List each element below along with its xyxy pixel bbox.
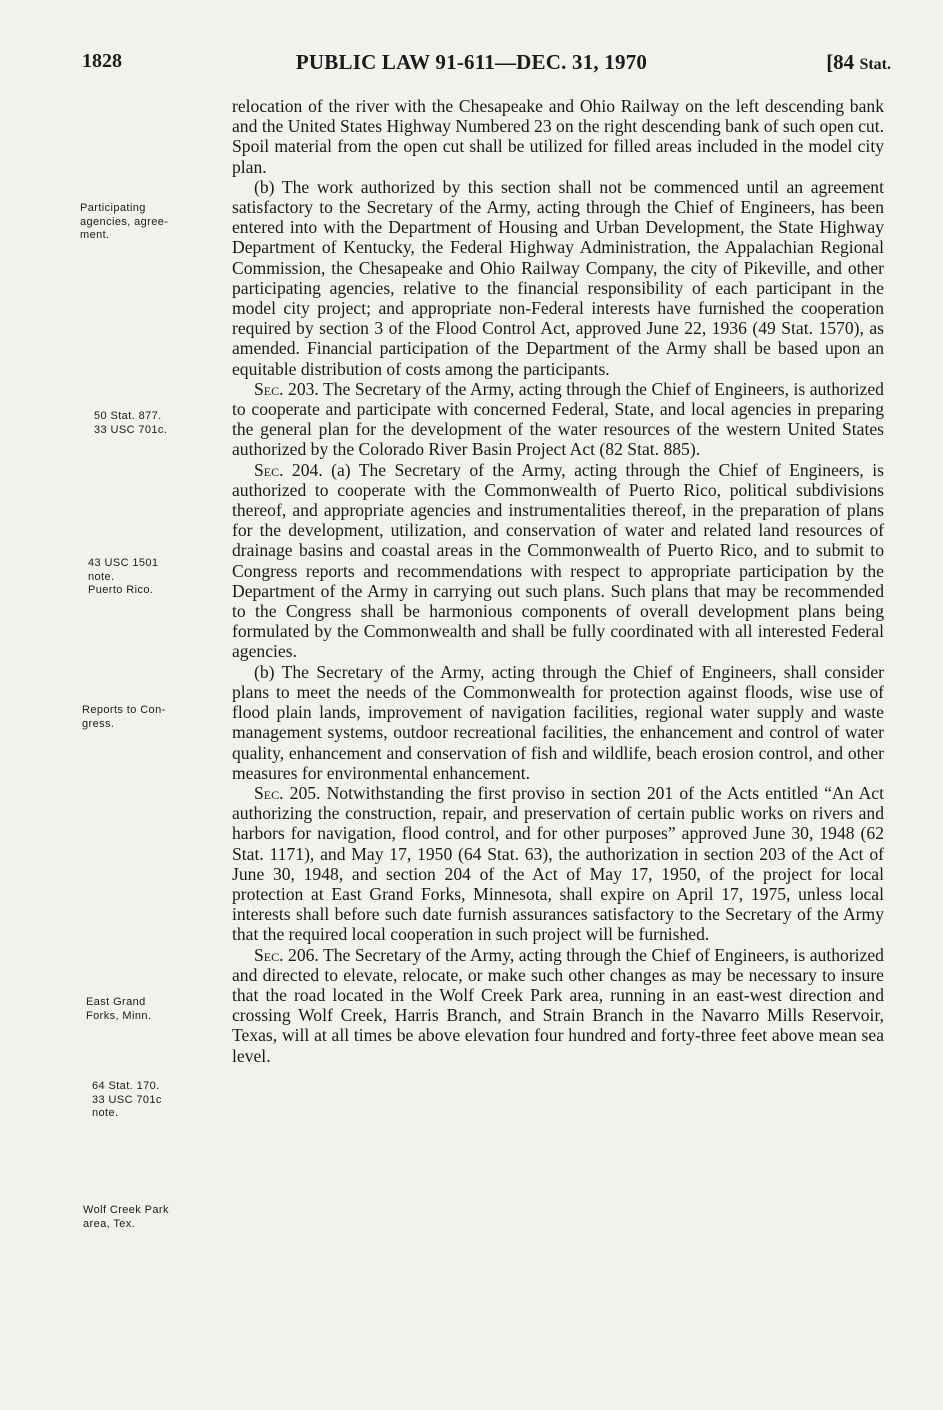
paragraph-text: The Secretary of the Army, acting through the Chief of Engineers, is authorized to cooperate and participate with concerned Federal, State, and local agencies in preparing the general plan for the development of the water resources of the western United States authorized by the Colorado River Basin Project Act (82 Stat. 885). — [232, 378, 884, 460]
margin-note-line: ment. — [80, 229, 110, 241]
paragraph — [232, 177, 884, 379]
paragraph-text: (b) The Secretary of the Army, acting through the Chief of Engineers, shall consider plans to meet the needs of the Commonwealth for protection against floods, wise use of flood plain lands, improvement of navigation facilities, regional water supply and waste management systems, outdoor recreational facilities, the enhancement and control of water quality, enhancement and conservation of fish and wildlife, beach erosion control, and other measures for environmental enhancement. — [232, 661, 884, 783]
margin-note-line: note. — [88, 570, 115, 583]
paragraph — [232, 945, 884, 1066]
margin-note-line: 50 Stat. 877. — [94, 410, 162, 422]
paragraph-text: relocation of the river with the Chesapeake and Ohio Railway on the left descending bank and the United States Highway Numbered 23 on the right descending bank of such open cut. Spoil material from the open cut shall be utilized for filled areas included in the model city plan. — [232, 96, 884, 177]
volume-reference — [826, 50, 891, 75]
paragraph — [232, 460, 884, 662]
margin-note — [92, 1080, 232, 1121]
paragraph-text: Notwithstanding the first proviso in section 201 of the Acts entitled “An Act authorizing the construction, repair, and preservation of certain public works on rivers and harbors for navigation, flood control, and for other purposes” approved June 30, 1948 (62 Stat. 1171), and May 17, 1950 (64 Stat. 63), the authorization in section 203 of the Act of June 30, 1948, and section 204 of the Act of May 17, 1950, of the project for local protection at East Grand Forks, Minnesota, shall expire on April 17, 1975, unless local interests shall before such date furnish assurances satisfactory to the Secretary of the Army that the required local cooperation in such project will be furnished. — [232, 782, 884, 945]
margin-note — [82, 704, 222, 731]
margin-note — [80, 202, 220, 243]
paragraph-text: (a) The Secretary of the Army, acting through the Chief of Engineers, is authorized to cooperate with the Commonwealth of Puerto Rico, political subdivisions thereof, and appropriate agencies and instrumentalities thereof, in the preparation of plans for the development, utilization, and conservation of water and related land resources of drainage basins and coastal areas in the Commonwealth of Puerto Rico, and to submit to Congress reports and recommendations with respect to appropriate participation by the Department of the Army in carrying out such plans. Such plans that may be recommended to the Congress shall be harmonious components of overall development plans being formulated by the Commonwealth and shall be fully coordinated with all interested Federal agencies. — [232, 459, 884, 662]
section-label: Sec. 205. — [254, 782, 321, 803]
margin-note-line: Wolf Creek Park — [83, 1204, 169, 1216]
paragraph — [232, 662, 884, 783]
page-header — [0, 50, 943, 82]
paragraph — [232, 379, 884, 460]
body-text — [232, 96, 884, 1066]
paragraph-text: (b) The work authorized by this section shall not be commenced until an agreement satisfactory to the Secretary of the Army, acting through the Chief of Engineers, has been entered into with the Department of Housing and Urban Development, the State Highway Department of Kentucky, the Federal Highway Administration, the Appalachian Regional Commission, the Chesapeake and Ohio Railway Company, the city of Pikeville, and other participating agencies, relative to the financial responsibility of each participant in the model city project; and appropriate non-Federal interests have furnished the cooperation required by section 3 of the Flood Control Act, approved June 22, 1936 (49 Stat. 1570), as amended. Financial participation of the Department of the Army shall be based upon an equitable distribution of costs among the participants. — [232, 176, 884, 379]
page-number: 1828 — [82, 50, 122, 72]
section-label: Sec. 206. — [254, 944, 319, 965]
margin-note-line: Participating — [80, 202, 146, 214]
margin-note-line: 33 USC 701c. — [94, 423, 168, 436]
paragraph — [232, 96, 884, 177]
margin-note-line: 64 Stat. 170. — [92, 1080, 160, 1092]
margin-note — [83, 1204, 223, 1231]
margin-note — [86, 996, 226, 1023]
margin-note-line: Forks, Minn. — [86, 1009, 152, 1022]
paragraph-text: The Secretary of the Army, acting through the Chief of Engineers, is authorized and directed to elevate, relocate, or make such other changes as may be necessary to insure that the road located in the Wolf Creek Park area, running in an east-west direction and crossing Wolf Creek, Harris Branch, and Strain Branch in the Navarro Mills Reservoir, Texas, will at all times be above elevation four hundred and forty-three feet above mean sea level. — [232, 944, 884, 1066]
volume-suffix: Stat. — [859, 56, 891, 73]
margin-note — [94, 410, 234, 437]
section-label: Sec. 204. — [254, 459, 323, 480]
page-title: PUBLIC LAW 91-611—DEC. 31, 1970 — [295, 50, 648, 74]
margin-note-line: Puerto Rico. — [88, 584, 154, 596]
volume-prefix: [84 — [826, 50, 860, 74]
margin-note-line: Reports to Con- — [82, 704, 166, 716]
margin-note-line: agencies, agree- — [80, 215, 169, 228]
section-label: Sec. 203. — [254, 378, 319, 399]
margin-note — [88, 557, 228, 598]
margin-note-line: area, Tex. — [83, 1217, 136, 1230]
margin-note-line: note. — [92, 1107, 119, 1119]
margin-note-line: East Grand — [86, 996, 146, 1008]
margin-note-line: 33 USC 701c — [92, 1093, 162, 1106]
paragraph — [232, 783, 884, 945]
margin-note-line: 43 USC 1501 — [88, 557, 159, 569]
margin-note-line: gress. — [82, 717, 115, 730]
